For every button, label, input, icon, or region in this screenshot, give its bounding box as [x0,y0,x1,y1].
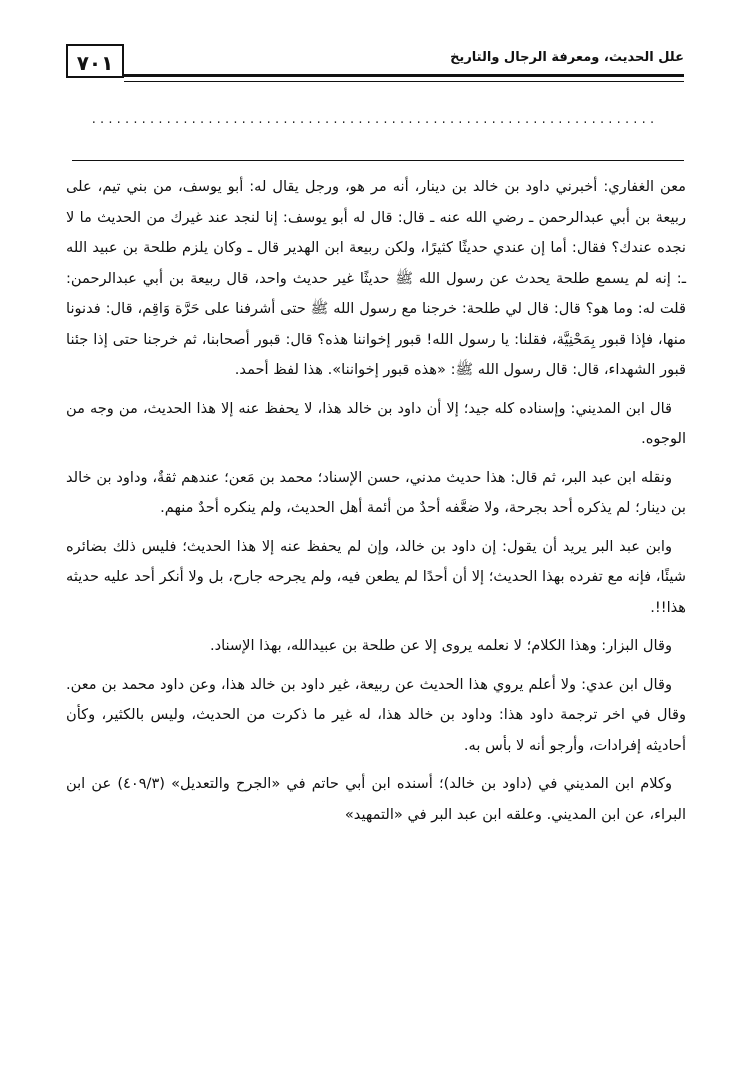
paragraph-1: معن الغفاري: أخبرني داود بن خالد بن دينار، أنه مر هو، ورجل يقال له: أبو يوسف، من بني تيم، على ربيعة بن أبي عبدالرحمن ـ رضي الله عنه ـ قال: قال له أبو يوسف: إنا لنجد عند غيرك من الحديث ما لا نجده عندك؟ فقال: أما إن عندي حديثًا كثيرًا، ولكن ربيعة ابن الهدير قال ـ وكان يلزم طلحة بن عبيد الله ـ: إنه لم يسمع طلحة يحدث عن رسول الله ﷺ حديثًا غير حديث واحد، قال ربيعة بن أبي عبدالرحمن: قلت له: وما هو؟ قال: قال لي طلحة: خرجنا مع رسول الله ﷺ حتى أشرفنا على حَرَّة وَاقِم، قال: فدنونا منها، فإذا قبور بِمَحْنِيَّة، فقلنا: يا رسول الله! قبور إخواننا هذه؟ قال: قبور أصحابنا، ثم خرجنا حتى إذا جئنا قبور الشهداء، قال: قال رسول الله ﷺ: «هذه قبور إخواننا». هذا لفظ أحمد. [66,178,686,378]
header-rule-thin [124,81,684,82]
paragraph-4: وابن عبد البر يريد أن يقول: إن داود بن خالد، وإن لم يحفظ عنه إلا هذا الحديث؛ فليس ذلك بضائره شيئًا، فإنه مع تفرده بهذا الحديث؛ إلا أن أحدًا لم يطعن فيه، ولم يجرحه جارح، بل ولا أنكر أحد عليه حديثه هذا!!. [66,537,686,616]
page-header [66,44,684,84]
footnote-separator-rule [72,160,684,161]
dotted-separator: .................................................................... [91,112,659,127]
header-rule-thick [124,74,684,77]
paragraph-5: وقال البزار: وهذا الكلام؛ لا نعلمه يروى إلا عن طلحة بن عبيدالله، بهذا الإسناد. [209,637,672,654]
paragraph-2: قال ابن المديني: وإسناده كله جيد؛ إلا أن داود بن خالد هذا، لا يحفظ عنه إلا هذا الحديث، من وجه من الوجوه. [66,399,686,447]
running-title: علل الحديث، ومعرفة الرجال والتاريخ [450,50,684,65]
paragraph-7: وكلام ابن المديني في (داود بن خالد)؛ أسنده ابن أبي حاتم في «الجرح والتعديل» (٤٠٩/٣) عن ابن البراء، عن ابن المديني. وعلقه ابن عبد البر في «التمهيد» [66,775,686,823]
page-number: ٧٠١ [66,44,124,78]
footnote-body [66,172,686,838]
paragraph-6: وقال ابن عدي: ولا أعلم يروي هذا الحديث عن ربيعة، غير داود بن خالد هذا، وعن داود محمد بن معن. وقال في اخر ترجمة داود هذا: وداود بن خالد هذا، له غير ما ذكرت من الحديث، وليس بالكثير، وكأن أحاديثه إفرادات، وأرجو أنه لا بأس به. [66,675,686,754]
paragraph-3: ونقله ابن عبد البر، ثم قال: هذا حديث مدني، حسن الإسناد؛ محمد بن مَعن؛ عندهم ثقةٌ، وداود بن خالد بن دينار؛ لم يذكره أحد بجرحة، ولا ضعَّفه أحدٌ من أئمة أهل الحديث، ولم ينكره أحدٌ منهم. [66,468,686,516]
